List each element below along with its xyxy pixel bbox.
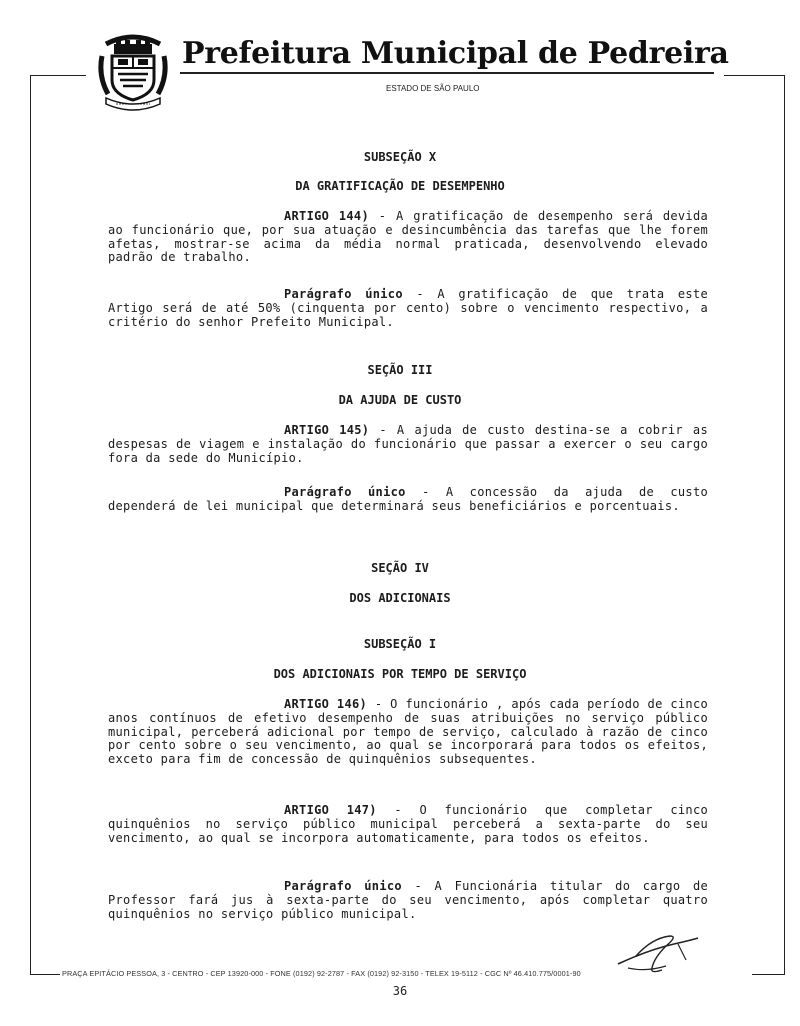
paragraph-unico-147	[108, 880, 708, 921]
subsection-title: DA GRATIFICAÇÃO DE DESEMPENHO	[295, 179, 505, 193]
article-147-label: ARTIGO 147)	[284, 803, 377, 817]
page-number: 36	[392, 984, 408, 998]
subsection-heading: SUBSEÇÃO X	[363, 150, 437, 164]
state-subtitle: ESTADO DE SÃO PAULO	[386, 84, 480, 93]
subsection-heading: SUBSEÇÃO I	[363, 637, 437, 651]
paragraph-unico-text: - A Funcionária titular do cargo de Professor fará jus à sexta-parte do seu vencimento, após completar quatro quinquênios no serviço público municipal.	[108, 879, 708, 921]
paragraph-unico-label: Parágrafo único	[284, 287, 403, 301]
paragraph-unico-144	[108, 288, 708, 329]
paragraph-unico-label: Parágrafo único	[284, 879, 402, 893]
section-title: DA AJUDA DE CUSTO	[338, 393, 462, 407]
left-frame-side	[30, 75, 31, 975]
section-heading: SEÇÃO III	[367, 363, 433, 377]
article-145-label: ARTIGO 145)	[284, 423, 370, 437]
article-144	[108, 210, 708, 265]
subsection-title: DOS ADICIONAIS POR TEMPO DE SERVIÇO	[273, 667, 527, 681]
article-145	[108, 424, 708, 465]
article-145-text: - A ajuda de custo destina-se a cobrir as despesas de viagem e instalação do funcionário que passar a exercer o seu cargo fora da sede do Município.	[108, 423, 708, 465]
paragraph-unico-145	[108, 486, 708, 514]
coat-of-arms-logo	[96, 30, 170, 112]
right-frame-bottom	[752, 974, 785, 975]
right-frame-top	[724, 75, 784, 76]
left-frame-bottom	[30, 974, 60, 975]
header-rule	[180, 72, 714, 74]
left-frame-top	[30, 75, 86, 76]
paragraph-unico-text: - A concessão da ajuda de custo dependerá de lei municipal que determinará seus beneficiários e porcentuais.	[108, 485, 708, 513]
paragraph-unico-label: Parágrafo único	[284, 485, 406, 499]
article-146-text: - O funcionário , após cada período de cinco anos contínuos de efetivo desempenho de suas atribuições no serviço público municipal, perceberá adicional por tempo de serviço, calculado à razão de cinco por cento sobre o seu vencimento, ao qual se incorporará para todos os efeitos, exceto para fim de concessão de quinquênios subsequentes.	[108, 697, 709, 767]
article-147	[108, 804, 708, 845]
article-144-text: - A gratificação de desempenho será devida ao funcionário que, por sua atuação e desincumbência das tarefas que lhe forem afetas, mostrar-se acima da média normal praticada, desenvolvendo elevado padrão de trabalho.	[108, 209, 708, 265]
article-144-label: ARTIGO 144)	[284, 209, 369, 223]
section-heading: SEÇÃO IV	[371, 561, 429, 575]
article-146-label: ARTIGO 146)	[284, 697, 368, 711]
right-frame-side	[784, 75, 785, 975]
footer-address: PRAÇA EPITÁCIO PESSOA, 3 - CENTRO - CEP 13920-000 - FONE (0192) 92-2787 - FAX (0192) 92-3150 - TELEX 19-5112 - CGC Nº 46.410.775/0001-90	[62, 969, 581, 978]
article-146	[108, 698, 708, 767]
paragraph-unico-text: - A gratificação de que trata este Artigo será de até 50% (cinquenta por cento) sobre o vencimento respectivo, a critério do senhor Prefeito Municipal.	[108, 287, 708, 329]
page-title: Prefeitura Municipal de Pedreira	[182, 36, 729, 71]
article-147-text: - O funcionário que completar cinco quinquênios no serviço público municipal perceberá a sexta-parte do seu vencimento, ao qual se incorpora automaticamente, para todos os efeitos.	[108, 803, 708, 845]
section-title: DOS ADICIONAIS	[349, 591, 451, 605]
